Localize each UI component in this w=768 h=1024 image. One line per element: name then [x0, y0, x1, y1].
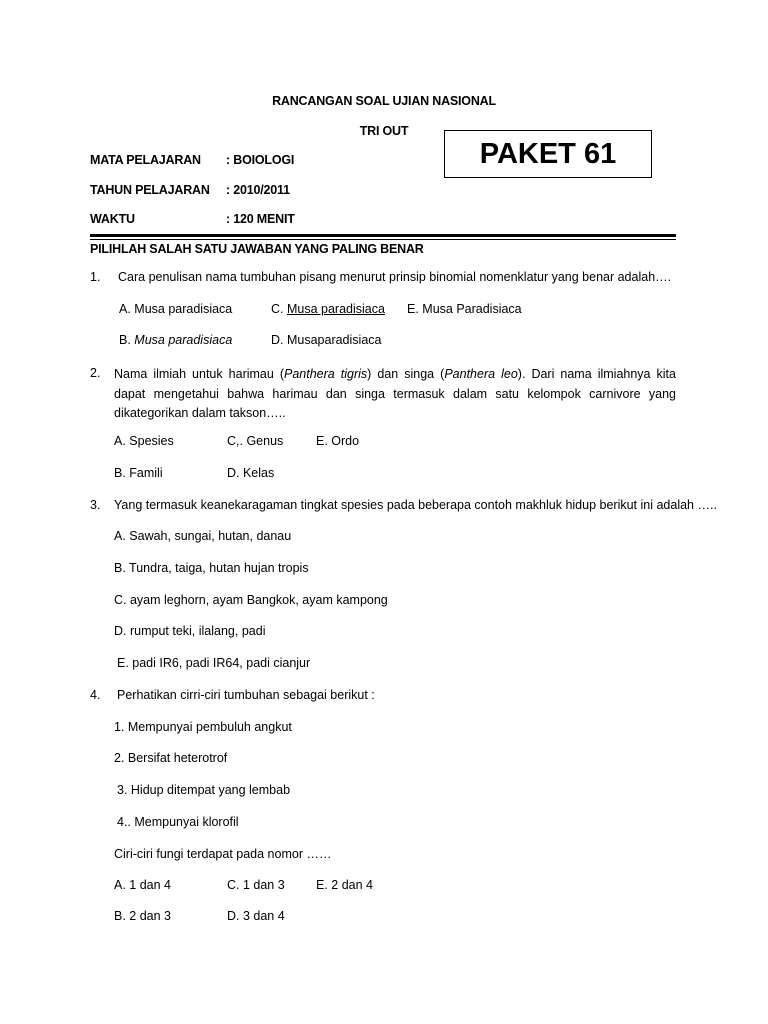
list-item: 2. Bersifat heterotrof	[114, 751, 228, 765]
option-e: E. padi IR6, padi IR64, padi cianjur	[117, 656, 311, 670]
option-prefix: B.	[119, 333, 135, 347]
question-prompt: Ciri-ciri fungi terdapat pada nomor ……	[114, 847, 332, 861]
option-d: D. Kelas	[227, 466, 275, 480]
instruction: PILIHLAH SALAH SATU JAWABAN YANG PALING BENAR	[90, 242, 424, 256]
option-a: A. Musa paradisiaca	[119, 302, 233, 316]
option-a: A. Spesies	[114, 434, 174, 448]
question-text: Cara penulisan nama tumbuhan pisang menurut prinsip binomial nomenklatur yang benar adalah….	[118, 270, 672, 284]
text-segment: ). Dari nama ilmiahnya kita dapat mengetahui bahwa harimau dan singa termasuk dalam satu kelompok carnivore yang dikategorikan dalam takson…..	[114, 367, 676, 420]
text-segment: ) dan singa (	[367, 367, 445, 381]
question-number: 3.	[90, 498, 101, 512]
scientific-name: Panthera leo	[444, 367, 518, 381]
time-value: : 120 MENIT	[226, 212, 295, 226]
option-c: C,. Genus	[227, 434, 284, 448]
year-value: : 2010/2011	[226, 183, 290, 197]
option-d: D. rumput teki, ilalang, padi	[114, 624, 266, 638]
question-number: 4.	[90, 688, 101, 702]
option-a: A. Sawah, sungai, hutan, danau	[114, 529, 292, 543]
option-d: D. Musaparadisiaca	[271, 333, 382, 347]
paket-label: PAKET 61	[479, 137, 617, 170]
option-b	[119, 333, 232, 347]
option-d: D. 3 dan 4	[227, 909, 285, 923]
option-e: E. Ordo	[316, 434, 360, 448]
option-underlined-text: Musa paradisiaca	[286, 302, 385, 316]
option-c: C. ayam leghorn, ayam Bangkok, ayam kampong	[114, 593, 388, 607]
paket-box	[444, 130, 652, 178]
option-b: B. Tundra, taiga, hutan hujan tropis	[114, 561, 309, 575]
option-e: E. Musa Paradisiaca	[407, 302, 522, 316]
question-number: 1.	[90, 270, 101, 284]
list-item: 4.. Mempunyai klorofil	[117, 815, 239, 829]
list-item: 3. Hidup ditempat yang lembab	[117, 783, 291, 797]
exam-title: RANCANGAN SOAL UJIAN NASIONAL	[272, 94, 496, 108]
option-prefix: C.	[271, 302, 287, 316]
text-segment: Nama ilmiah untuk harimau (	[114, 367, 285, 381]
header-divider-thin	[90, 239, 676, 240]
option-c: C. 1 dan 3	[227, 878, 285, 892]
time-label: WAKTU	[90, 212, 135, 226]
year-label: TAHUN PELAJARAN	[90, 183, 210, 197]
option-a: A. 1 dan 4	[114, 878, 171, 892]
option-b: B. 2 dan 3	[114, 909, 171, 923]
option-c	[271, 302, 385, 316]
scientific-name: Panthera tigris	[284, 367, 368, 381]
question-text: Yang termasuk keanekaragaman tingkat spesies pada beberapa contoh makhluk hidup berikut ini adalah …..	[114, 498, 717, 512]
header-divider-thick	[90, 234, 676, 237]
subject-label: MATA PELAJARAN	[90, 153, 201, 167]
question-number: 2.	[90, 366, 101, 380]
question-text	[114, 365, 676, 424]
option-e: E. 2 dan 4	[316, 878, 373, 892]
question-text: Perhatikan cirri-ciri tumbuhan sebagai berikut :	[117, 688, 375, 702]
option-italic-text: Musa paradisiaca	[134, 333, 233, 347]
subject-value: : BOIOLOGI	[226, 153, 295, 167]
exam-subtitle: TRI OUT	[359, 124, 409, 138]
list-item: 1. Mempunyai pembuluh angkut	[114, 720, 292, 734]
option-b: B. Famili	[114, 466, 163, 480]
